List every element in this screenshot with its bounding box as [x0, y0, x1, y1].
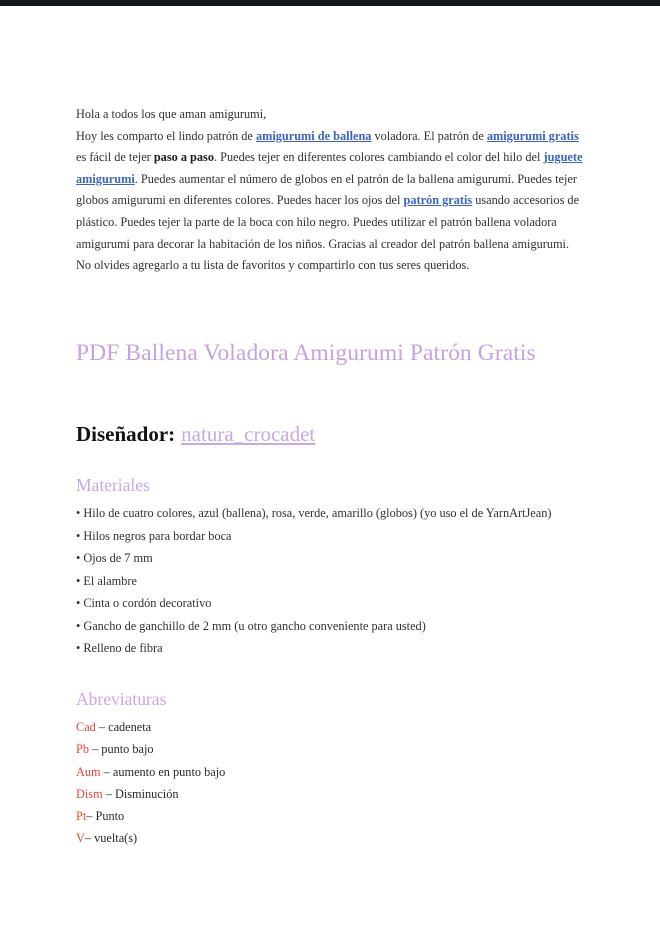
abbreviation-definition: – cadeneta [95, 720, 152, 734]
bullet-icon: • [76, 641, 81, 655]
link-juguete-amigurumi[interactable]: juguete amigurumi [76, 150, 583, 186]
document-body [76, 104, 584, 277]
list-item [76, 716, 576, 738]
list-item [76, 502, 576, 525]
link-patron-gratis[interactable]: patrón gratis [403, 193, 473, 208]
abbreviation-term: Pt [76, 809, 87, 824]
abbreviations-list [76, 716, 576, 850]
materials-heading: Materiales [76, 475, 150, 495]
abbreviation-definition: – Disminución [102, 786, 179, 801]
intro-paragraph [76, 104, 584, 277]
abbreviation-definition: – Punto [86, 809, 125, 824]
material-text: Cinta o cordón decorativo [83, 596, 212, 610]
intro-text-a: Hoy les comparto el lindo patrón de [76, 128, 256, 143]
list-item [76, 547, 576, 570]
document-page [0, 6, 660, 933]
abbreviation-term: Cad [76, 720, 96, 734]
list-item [76, 592, 576, 615]
list-item [76, 637, 576, 660]
abbreviations-heading: Abreviaturas [76, 689, 167, 709]
list-item [76, 827, 576, 849]
material-text: Hilos negros para bordar boca [83, 528, 232, 543]
material-text: El alambre [83, 573, 137, 588]
list-item [76, 615, 576, 638]
material-text: Ojos de 7 mm [83, 551, 153, 565]
intro-text-e: . Puedes aumentar el número de globos en el patrón de la ballena amigurumi. Puedes tejer globos amigurumi en diferentes colores. Puedes hacer los ojos del [76, 171, 577, 208]
intro-text-c: es fácil de tejer [76, 150, 154, 165]
material-text: Hilo de cuatro colores, azul (ballena), rosa, verde, amarillo (globos) (yo uso el de YarnArtJean) [83, 506, 552, 520]
list-item [76, 783, 576, 805]
abbreviation-definition: – punto bajo [89, 742, 154, 757]
bullet-icon: • [76, 506, 81, 520]
emphasis-paso-a-paso: paso a paso [153, 150, 214, 165]
list-item [76, 805, 576, 827]
bullet-icon: • [76, 528, 81, 543]
intro-text-b: voladora. El patrón de [371, 128, 487, 143]
material-text: Relleno de fibra [83, 641, 163, 655]
intro-text-f: usando accesorios de plástico. Puedes tejer la parte de la boca con hilo negro. Puedes utilizar el patrón ballena voladora amigurumi para decorar la habitación de los niños. Gracias al creador del patrón ballena amigurumi. No olvides agregarlo a tu lista de favoritos y compartirlo con tus seres queridos. [76, 193, 580, 273]
abbreviation-term: Aum [76, 764, 101, 779]
bullet-icon: • [76, 596, 81, 610]
material-text: Gancho de ganchillo de 2 mm (u otro gancho conveniente para usted) [83, 618, 426, 633]
materials-list [76, 502, 576, 660]
bullet-icon: • [76, 551, 81, 565]
designer-line [76, 421, 315, 448]
bullet-icon: • [76, 618, 81, 633]
page-title: PDF Ballena Voladora Amigurumi Patrón Gratis [76, 340, 536, 366]
abbreviation-definition: – vuelta(s) [84, 831, 138, 846]
abbreviation-term: V [76, 831, 85, 846]
link-amigurumi-gratis[interactable]: amigurumi gratis [486, 128, 579, 143]
bullet-icon: • [76, 573, 81, 588]
intro-greeting: Hola a todos los que aman amigurumi, [76, 107, 267, 121]
link-amigurumi-de-ballena[interactable]: amigurumi de ballena [255, 128, 372, 143]
abbreviation-term: Pb [76, 742, 89, 757]
designer-link[interactable]: natura_crocadet [181, 422, 316, 446]
list-item [76, 525, 576, 548]
list-item [76, 738, 576, 760]
designer-label: Diseñador: [76, 422, 176, 446]
intro-text-d: . Puedes tejer en diferentes colores cambiando el color del hilo del [213, 150, 544, 165]
list-item [76, 761, 576, 783]
abbreviation-term: Dism [76, 786, 103, 801]
abbreviation-definition: – aumento en punto bajo [100, 764, 226, 779]
list-item [76, 570, 576, 593]
